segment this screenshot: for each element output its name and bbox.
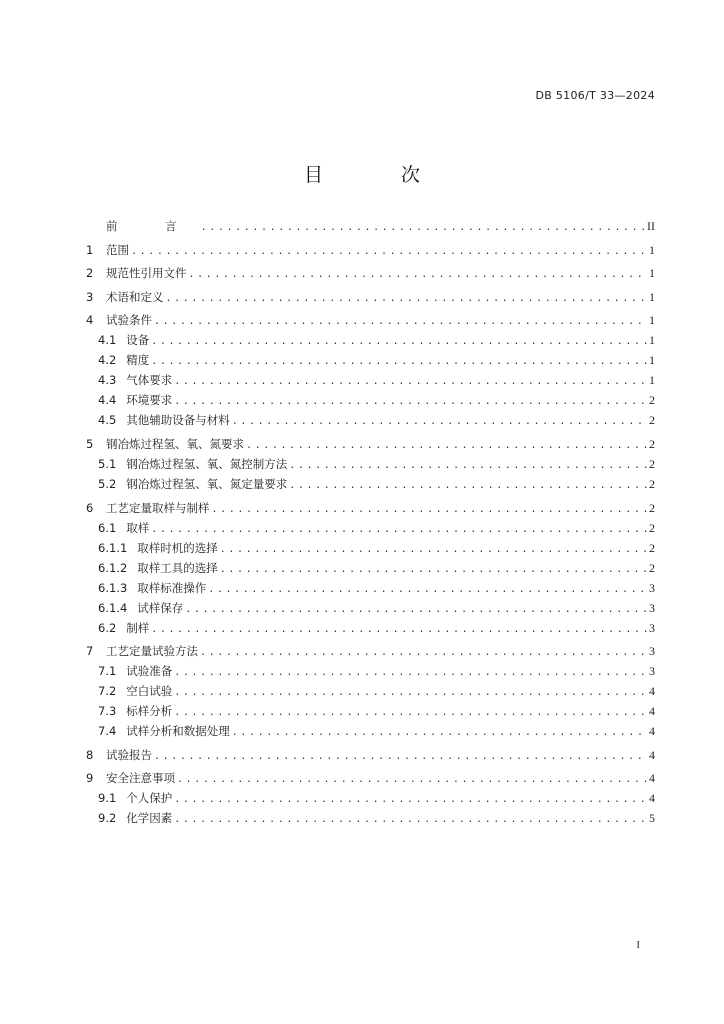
toc-entry-page: 1 xyxy=(649,313,655,328)
toc-entry-number: 7.4 xyxy=(98,724,117,739)
toc-entry[interactable] xyxy=(86,578,655,598)
toc-entry-label: 钢冶炼过程氢、氧、氮控制方法 xyxy=(126,456,288,471)
toc-entry-number: 4.4 xyxy=(98,393,117,408)
toc-entry-number: 6.2 xyxy=(98,620,117,635)
toc-entry-number: 7.1 xyxy=(98,664,117,679)
toc-entry-number: 1 xyxy=(86,242,94,257)
toc-entry[interactable] xyxy=(86,287,655,307)
toc-entry-page: 2 xyxy=(649,436,655,451)
toc-entry-number: 8 xyxy=(86,747,94,762)
toc-dot-leader xyxy=(246,436,647,456)
toc-entry-label: 环境要求 xyxy=(126,393,173,408)
toc-entry-page: 1 xyxy=(649,353,655,368)
toc-entry-page: 4 xyxy=(649,771,655,786)
toc-dot-leader xyxy=(200,643,647,663)
toc-entry-number: 9.2 xyxy=(98,811,117,826)
toc-dot-leader xyxy=(166,289,648,309)
toc-dot-leader xyxy=(174,810,647,830)
toc-entry[interactable] xyxy=(86,518,655,538)
toc-entry[interactable] xyxy=(86,661,655,681)
toc-entry-label: 化学因素 xyxy=(126,811,173,826)
toc-entry[interactable] xyxy=(86,390,655,410)
toc-dot-leader xyxy=(151,520,647,540)
toc-entry-label: 试样保存 xyxy=(137,600,184,615)
toc-entry-label: 取样 xyxy=(126,520,150,535)
toc-entry-page: 1 xyxy=(649,242,655,257)
toc-entry-page: 2 xyxy=(649,476,655,491)
toc-entry-label: 规范性引用文件 xyxy=(106,266,187,281)
toc-dot-leader xyxy=(201,218,645,238)
toc-dot-leader xyxy=(174,683,647,703)
table-of-contents xyxy=(86,216,655,828)
toc-entry-label: 术语和定义 xyxy=(106,289,164,304)
toc-entry-number: 9.1 xyxy=(98,791,117,806)
toc-entry-label: 试验条件 xyxy=(106,313,152,328)
toc-dot-leader xyxy=(174,663,647,683)
toc-entry-number: 3 xyxy=(86,289,94,304)
page-title: 目 次 xyxy=(303,164,457,186)
toc-entry-page: 2 xyxy=(649,413,655,428)
toc-dot-leader xyxy=(208,580,647,600)
toc-entry-number: 7.2 xyxy=(98,684,117,699)
toc-entry-number: 4 xyxy=(86,313,94,328)
toc-entry-label: 试样分析和数据处理 xyxy=(126,724,230,739)
toc-entry[interactable] xyxy=(86,681,655,701)
toc-dot-leader xyxy=(232,723,647,743)
toc-entry-label: 前 言 xyxy=(106,219,199,233)
toc-entry-number: 4.5 xyxy=(98,413,117,428)
document-code: DB 5106/T 33—2024 xyxy=(535,89,655,102)
toc-entry[interactable] xyxy=(86,721,655,741)
toc-entry-page: 4 xyxy=(649,791,655,806)
toc-entry[interactable] xyxy=(86,701,655,721)
toc-entry-page: 2 xyxy=(649,500,655,515)
toc-entry-label: 工艺定量试验方法 xyxy=(106,644,198,659)
toc-dot-leader xyxy=(185,600,647,620)
toc-entry-page: 3 xyxy=(649,600,655,615)
toc-dot-leader xyxy=(189,265,648,285)
toc-entry[interactable] xyxy=(86,598,655,618)
toc-dot-leader xyxy=(289,476,647,496)
toc-entry-page: 2 xyxy=(649,520,655,535)
toc-entry-label: 试验准备 xyxy=(126,664,173,679)
toc-entry[interactable] xyxy=(86,641,655,661)
toc-dot-leader xyxy=(289,456,647,476)
toc-entry-page: 2 xyxy=(649,456,655,471)
toc-entry-page: 1 xyxy=(649,333,655,348)
toc-entry-number: 6.1.1 xyxy=(98,540,128,555)
toc-dot-leader xyxy=(174,392,647,412)
toc-entry-number: 5.2 xyxy=(98,476,117,491)
toc-entry[interactable] xyxy=(86,434,655,454)
toc-entry[interactable] xyxy=(86,788,655,808)
toc-entry-label: 试验报告 xyxy=(106,747,152,762)
toc-entry-page: 3 xyxy=(649,620,655,635)
toc-dot-leader xyxy=(174,790,647,810)
toc-entry[interactable] xyxy=(86,558,655,578)
toc-entry-label: 钢冶炼过程氢、氧、氮定量要求 xyxy=(126,476,288,491)
toc-entry-page: 3 xyxy=(649,580,655,595)
toc-dot-leader xyxy=(174,372,647,392)
toc-entry-label: 精度 xyxy=(126,353,150,368)
toc-dot-leader xyxy=(151,620,647,640)
toc-entry-label: 其他辅助设备与材料 xyxy=(126,413,230,428)
toc-entry-label: 个人保护 xyxy=(126,791,173,806)
toc-dot-leader xyxy=(220,560,647,580)
toc-entry[interactable] xyxy=(86,808,655,828)
toc-entry-number: 4.2 xyxy=(98,353,117,368)
toc-entry-number: 6.1.3 xyxy=(98,580,128,595)
toc-entry-number: 6 xyxy=(86,500,94,515)
toc-entry-number: 4.1 xyxy=(98,333,117,348)
toc-entry-page: 4 xyxy=(649,704,655,719)
toc-entry-page: II xyxy=(647,219,655,233)
toc-entry[interactable] xyxy=(86,216,655,236)
toc-dot-leader xyxy=(177,770,647,790)
toc-entry-page: 2 xyxy=(649,560,655,575)
toc-entry[interactable] xyxy=(86,474,655,494)
toc-entry[interactable] xyxy=(86,240,655,260)
toc-entry-label: 空白试验 xyxy=(126,684,173,699)
toc-entry[interactable] xyxy=(86,538,655,558)
toc-entry-label: 制样 xyxy=(126,620,150,635)
page-number: I xyxy=(636,939,640,951)
toc-entry[interactable] xyxy=(86,350,655,370)
toc-entry-number: 7 xyxy=(86,644,94,659)
toc-dot-leader xyxy=(131,242,647,262)
toc-entry-page: 4 xyxy=(649,747,655,762)
toc-entry[interactable] xyxy=(86,263,655,283)
toc-entry-number: 6.1 xyxy=(98,520,117,535)
toc-entry[interactable] xyxy=(86,410,655,430)
toc-entry-label: 工艺定量取样与制样 xyxy=(106,500,210,515)
toc-entry-page: 3 xyxy=(649,664,655,679)
toc-entry-number: 6.1.4 xyxy=(98,600,128,615)
toc-entry-label: 取样工具的选择 xyxy=(137,560,218,575)
toc-entry-number: 9 xyxy=(86,771,94,786)
toc-entry[interactable] xyxy=(86,618,655,638)
toc-entry-label: 范围 xyxy=(106,242,129,257)
toc-dot-leader xyxy=(174,703,647,723)
toc-dot-leader xyxy=(151,332,647,352)
toc-entry[interactable] xyxy=(86,454,655,474)
toc-entry-page: 5 xyxy=(649,811,655,826)
toc-entry-page: 1 xyxy=(649,289,655,304)
toc-entry-label: 取样时机的选择 xyxy=(137,540,218,555)
toc-entry[interactable] xyxy=(86,330,655,350)
toc-entry-label: 气体要求 xyxy=(126,373,173,388)
toc-entry[interactable] xyxy=(86,498,655,518)
toc-dot-leader xyxy=(154,312,647,332)
toc-entry-number: 4.3 xyxy=(98,373,117,388)
toc-entry-number: 7.3 xyxy=(98,704,117,719)
toc-entry-label: 取样标准操作 xyxy=(137,580,207,595)
toc-entry-number: 5 xyxy=(86,436,94,451)
toc-dot-leader xyxy=(154,747,647,767)
toc-entry[interactable] xyxy=(86,745,655,765)
toc-entry-page: 3 xyxy=(649,644,655,659)
toc-entry-number: 5.1 xyxy=(98,456,117,471)
toc-entry-label: 钢冶炼过程氢、氧、氮要求 xyxy=(106,436,244,451)
toc-entry-page: 2 xyxy=(649,393,655,408)
toc-dot-leader xyxy=(151,352,647,372)
toc-entry-label: 设备 xyxy=(126,333,150,348)
toc-entry-label: 安全注意事项 xyxy=(106,771,175,786)
toc-dot-leader xyxy=(212,500,648,520)
toc-entry-number: 6.1.2 xyxy=(98,560,128,575)
toc-entry-page: 1 xyxy=(649,373,655,388)
toc-entry[interactable] xyxy=(86,768,655,788)
toc-dot-leader xyxy=(232,412,647,432)
toc-entry[interactable] xyxy=(86,310,655,330)
toc-entry-page: 4 xyxy=(649,724,655,739)
toc-entry-page: 4 xyxy=(649,684,655,699)
toc-dot-leader xyxy=(220,540,647,560)
toc-entry-page: 1 xyxy=(649,266,655,281)
toc-entry-page: 2 xyxy=(649,540,655,555)
toc-entry-number: 2 xyxy=(86,266,94,281)
toc-entry-label: 标样分析 xyxy=(126,704,173,719)
toc-entry[interactable] xyxy=(86,370,655,390)
